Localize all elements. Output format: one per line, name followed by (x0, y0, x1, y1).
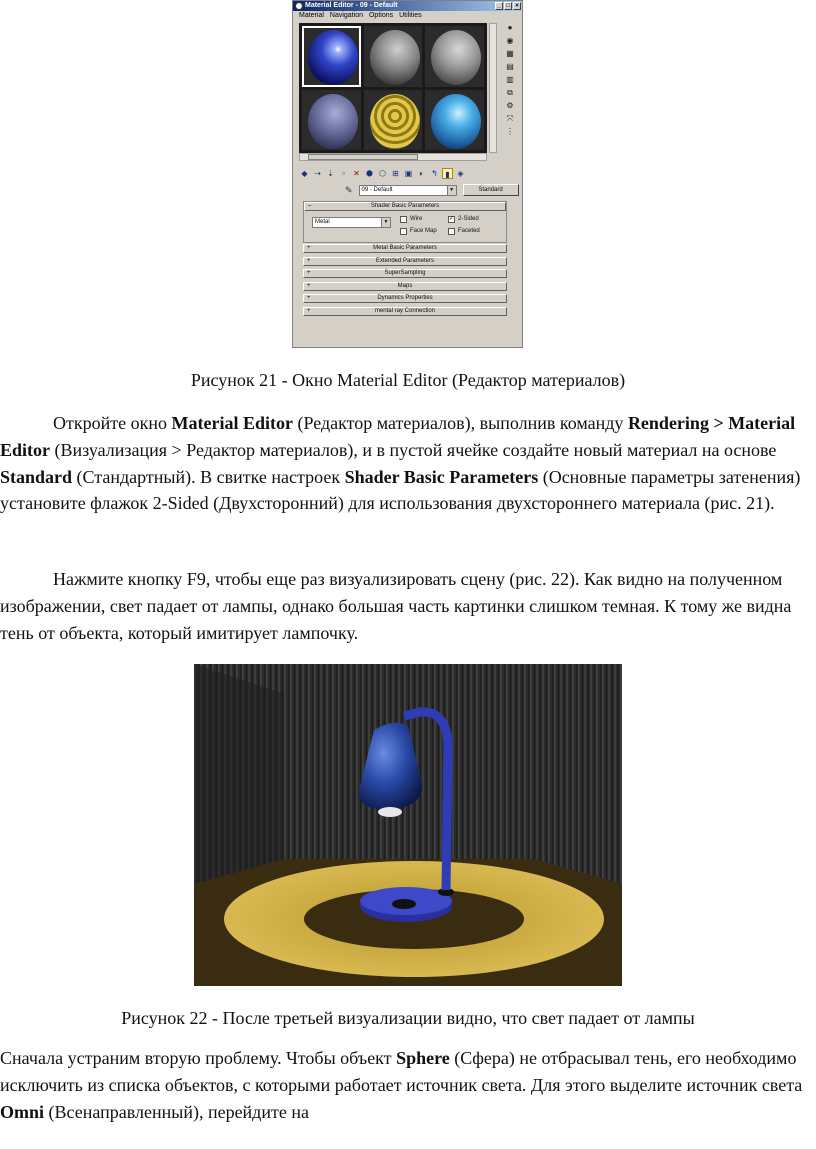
options-icon[interactable]: ⚙ (506, 101, 514, 110)
text-run: (Сфера) не отбрасывал тень, его необходимо исключить из списка объектов, с которыми работает источник света. Для этого выделите источник света (0, 1048, 803, 1095)
bold-term: Shader Basic Parameters (344, 466, 539, 487)
expand-icon: + (307, 245, 311, 251)
bold-term: Material Editor (171, 413, 293, 433)
horizontal-scrollbar[interactable] (299, 153, 487, 161)
go-forward-icon[interactable]: ▮ (442, 168, 453, 179)
text-run: (Основные параметры затенения) установите флажок 2-Sided (Двухсторонний) для использования двухстороннего материала (рис. 21). (0, 466, 801, 514)
chevron-down-icon[interactable]: ▼ (447, 186, 456, 195)
put-to-library-icon[interactable]: ▫ (342, 168, 345, 178)
rollout-title: Metal Basic Parameters (373, 245, 437, 251)
expand-icon: + (307, 270, 311, 276)
video-color-check-icon[interactable]: ▥ (506, 75, 514, 84)
shader-select[interactable] (312, 217, 391, 228)
app-icon (295, 2, 303, 10)
checkbox-label: Faceted (458, 228, 480, 234)
vertical-scrollbar[interactable] (489, 23, 497, 153)
sample-sphere (370, 94, 420, 149)
background-icon[interactable]: ▦ (506, 49, 514, 58)
collapsed-rollouts (303, 244, 507, 316)
material-editor-window (292, 0, 523, 348)
make-unique-icon[interactable]: ⬢ (366, 168, 373, 178)
sample-type-icon[interactable]: ● (507, 23, 513, 32)
bold-term: Omni (0, 1101, 45, 1122)
lamp-render-svg (194, 664, 622, 986)
expand-icon: + (307, 257, 311, 264)
uv-tiling-icon[interactable]: ▤ (506, 62, 514, 71)
get-material-icon[interactable]: ◆ (301, 168, 308, 178)
rollout-title: SuperSampling (384, 270, 426, 276)
sample-sphere (308, 30, 358, 85)
lamp-render-image (194, 664, 622, 986)
sample-slot[interactable] (364, 90, 423, 151)
scroll-thumb[interactable] (308, 154, 418, 160)
checkbox-box[interactable] (448, 228, 455, 235)
checkbox-label: 2-Sided (458, 216, 479, 222)
paragraph-1 (0, 410, 812, 517)
rollout-dynamics[interactable] (303, 294, 507, 303)
sample-sphere (370, 30, 420, 85)
put-library-icon[interactable]: ⬡ (379, 168, 386, 178)
material-effects-channel-icon[interactable]: ⊞ (392, 168, 399, 178)
material-name-row (345, 184, 519, 196)
checkbox-box[interactable] (400, 228, 407, 235)
window-titlebar (293, 1, 522, 11)
expand-icon: + (307, 295, 311, 301)
material-name-field[interactable] (359, 185, 457, 196)
reset-map-icon[interactable]: ✕ (353, 168, 360, 178)
paragraph-2-text: Нажмите кнопку F9, чтобы еще раз визуализировать сцену (рис. 22). Как видно на полученном изображении, свет падает от лампы, однако большая часть картинки слишком темная. К тому же видна тень от объекта, который имитирует лампочку. (0, 569, 792, 643)
rollout-title: Dynamics Properties (377, 295, 433, 301)
collapse-icon: – (308, 203, 312, 209)
rollout-extended[interactable] (303, 257, 507, 266)
checkbox-label: Face Map (410, 228, 437, 234)
rollout-mental-ray[interactable] (303, 307, 507, 316)
rollout-header[interactable] (304, 202, 506, 211)
figure-21-caption: Рисунок 21 - Окно Material Editor (Редактор материалов) (190, 370, 626, 390)
eyedropper-icon[interactable]: ✎ (345, 184, 353, 195)
sample-sphere (431, 94, 481, 149)
rollout-title: Shader Basic Parameters (370, 203, 440, 209)
bold-term: Standard (0, 466, 73, 487)
menu-navigation[interactable]: Navigation (329, 12, 363, 19)
maximize-button[interactable]: □ (504, 2, 512, 10)
sample-sphere (431, 30, 481, 85)
shader-value: Metal (315, 219, 330, 225)
menu-utilities[interactable]: Utilities (399, 12, 422, 19)
paragraph-3 (0, 1045, 812, 1125)
menu-bar (293, 11, 522, 21)
material-type-button[interactable]: Standard (463, 184, 519, 196)
expand-icon: + (307, 307, 311, 314)
text-run: (Визуализация > Редактор материалов), и в пустой ячейке создайте новый материал на основе (50, 439, 777, 460)
checkbox-label: Wire (410, 216, 423, 222)
show-end-result-icon[interactable]: ◐ (419, 168, 424, 178)
minimize-button[interactable]: _ (495, 2, 503, 10)
sample-slot[interactable] (302, 90, 361, 151)
sample-slot[interactable] (364, 26, 423, 87)
text-run: Сначала устраним вторую проблему. Чтобы объект (0, 1048, 397, 1068)
sample-slots (299, 23, 487, 153)
assign-material-icon[interactable]: ⇣ (327, 168, 334, 178)
two-sided-checkbox[interactable] (448, 215, 479, 223)
expand-icon: + (307, 282, 311, 289)
rollout-supersampling[interactable] (303, 269, 507, 278)
face-map-checkbox[interactable] (400, 227, 437, 235)
sample-slot[interactable] (425, 26, 484, 87)
faceted-checkbox[interactable] (448, 227, 480, 235)
menu-material[interactable]: Material (299, 12, 324, 19)
shader-rollout (303, 201, 507, 243)
make-preview-icon[interactable]: ⧉ (507, 88, 513, 97)
rollout-title: Maps (397, 282, 413, 289)
pick-icon[interactable]: ◈ (457, 168, 464, 178)
material-name-value: 09 - Default (361, 186, 393, 193)
close-button[interactable]: × (513, 2, 521, 10)
rollout-title: mental ray Connection (374, 307, 436, 314)
menu-options[interactable]: Options (368, 12, 394, 19)
chevron-down-icon[interactable]: ▼ (381, 218, 390, 227)
checkbox-box[interactable]: ✓ (449, 215, 455, 222)
rollout-title: Extended Parameters (375, 257, 435, 264)
text-run: (Стандартный). В свитке настроек (72, 466, 345, 487)
figure-22-caption: Рисунок 22 - После третьей визуализации видно, что свет падает от лампы (121, 1008, 695, 1028)
backlight-icon[interactable]: ◉ (506, 36, 514, 45)
window-title: Material Editor - 09 - Default (305, 2, 398, 9)
side-toolbar (501, 23, 519, 137)
sample-sphere (308, 94, 358, 149)
wire-checkbox[interactable] (400, 215, 422, 223)
checkbox-box[interactable] (400, 216, 407, 223)
rollout-metal-basic[interactable] (303, 244, 507, 253)
select-by-material-icon[interactable]: ⤧ (506, 114, 514, 123)
go-to-parent-icon[interactable]: ↰ (431, 168, 438, 178)
sample-slot[interactable] (302, 26, 361, 87)
material-toolbar (299, 167, 517, 179)
put-to-scene-icon[interactable]: ⇢ (314, 168, 321, 178)
rollout-maps[interactable] (303, 282, 507, 291)
bold-term: Sphere (396, 1048, 450, 1068)
text-run: (Всенаправленный), перейдите на (44, 1101, 309, 1122)
show-map-icon[interactable]: ▣ (404, 168, 413, 178)
sample-slot[interactable] (425, 90, 484, 151)
material-navigator-icon[interactable]: ⋮ (506, 127, 514, 136)
text-run: Откройте окно (53, 413, 172, 433)
paragraph-2 (0, 566, 812, 646)
bold-term: Rendering > Material Editor (0, 413, 796, 460)
text-run: (Редактор материалов), выполнив команду (292, 413, 628, 433)
